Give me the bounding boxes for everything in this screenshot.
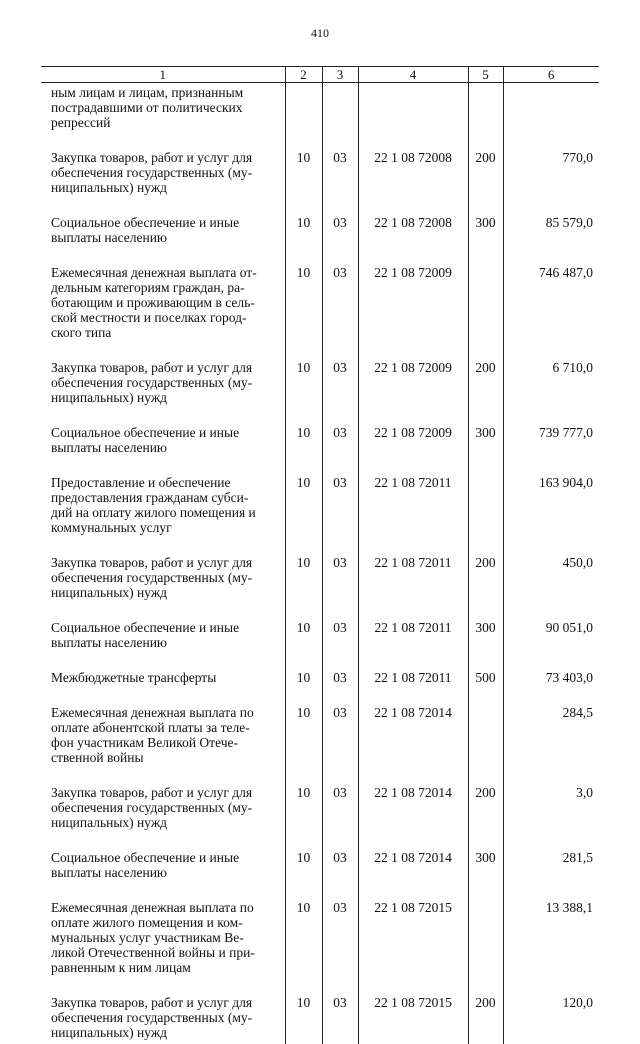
column-header-6: 6 [503, 67, 599, 83]
subsection-cell [322, 83, 358, 151]
target-code-cell: 22 1 08 72008 [358, 150, 468, 215]
subsection-cell: 03 [322, 475, 358, 555]
section-cell: 10 [285, 670, 322, 705]
amount-cell: 3,0 [503, 785, 599, 850]
table-row [41, 705, 599, 785]
target-code-cell: 22 1 08 72008 [358, 215, 468, 265]
name-cell: Закупка товаров, работ и услуг для обеспечения государственных (му- ниципальных) нужд [41, 995, 285, 1044]
section-cell: 10 [285, 705, 322, 785]
amount-cell: 73 403,0 [503, 670, 599, 705]
table-row [41, 670, 599, 705]
amount-cell: 13 388,1 [503, 900, 599, 995]
table-row [41, 150, 599, 215]
expense-type-cell [468, 705, 503, 785]
amount-cell: 120,0 [503, 995, 599, 1044]
target-code-cell [358, 83, 468, 151]
name-cell: Предоставление и обеспечение предоставления гражданам субси- дий на оплату жилого помещения и коммунальных услуг [41, 475, 285, 555]
section-cell: 10 [285, 475, 322, 555]
target-code-cell: 22 1 08 72011 [358, 555, 468, 620]
target-code-cell: 22 1 08 72014 [358, 785, 468, 850]
subsection-cell: 03 [322, 150, 358, 215]
expense-type-cell: 200 [468, 785, 503, 850]
amount-cell: 450,0 [503, 555, 599, 620]
table-row [41, 265, 599, 360]
amount-cell: 6 710,0 [503, 360, 599, 425]
column-header-2: 2 [285, 67, 322, 83]
target-code-cell: 22 1 08 72014 [358, 850, 468, 900]
target-code-cell: 22 1 08 72011 [358, 670, 468, 705]
name-cell: ным лицам и лицам, признанным пострадавшими от политических репрессий [41, 83, 285, 151]
subsection-cell: 03 [322, 555, 358, 620]
budget-table [41, 66, 599, 1044]
name-cell: Межбюджетные трансферты [41, 670, 285, 705]
section-cell: 10 [285, 150, 322, 215]
expense-type-cell: 200 [468, 555, 503, 620]
amount-cell: 284,5 [503, 705, 599, 785]
table-row [41, 475, 599, 555]
subsection-cell: 03 [322, 360, 358, 425]
subsection-cell: 03 [322, 265, 358, 360]
name-cell: Социальное обеспечение и иные выплаты населению [41, 215, 285, 265]
subsection-cell: 03 [322, 425, 358, 475]
target-code-cell: 22 1 08 72015 [358, 995, 468, 1044]
table-row [41, 360, 599, 425]
section-cell [285, 83, 322, 151]
target-code-cell: 22 1 08 72011 [358, 475, 468, 555]
subsection-cell: 03 [322, 705, 358, 785]
section-cell: 10 [285, 620, 322, 670]
amount-cell: 90 051,0 [503, 620, 599, 670]
target-code-cell: 22 1 08 72015 [358, 900, 468, 995]
subsection-cell: 03 [322, 850, 358, 900]
expense-type-cell: 300 [468, 850, 503, 900]
subsection-cell: 03 [322, 995, 358, 1044]
target-code-cell: 22 1 08 72014 [358, 705, 468, 785]
column-header-4: 4 [358, 67, 468, 83]
amount-cell: 739 777,0 [503, 425, 599, 475]
table-row [41, 850, 599, 900]
name-cell: Закупка товаров, работ и услуг для обеспечения государственных (му- ниципальных) нужд [41, 360, 285, 425]
table-row [41, 215, 599, 265]
subsection-cell: 03 [322, 215, 358, 265]
table-row [41, 83, 599, 151]
name-cell: Социальное обеспечение и иные выплаты населению [41, 620, 285, 670]
table-row [41, 555, 599, 620]
table-row [41, 900, 599, 995]
table-row [41, 785, 599, 850]
subsection-cell: 03 [322, 900, 358, 995]
section-cell: 10 [285, 850, 322, 900]
name-cell: Социальное обеспечение и иные выплаты населению [41, 425, 285, 475]
expense-type-cell: 200 [468, 150, 503, 215]
section-cell: 10 [285, 360, 322, 425]
target-code-cell: 22 1 08 72009 [358, 425, 468, 475]
subsection-cell: 03 [322, 670, 358, 705]
target-code-cell: 22 1 08 72009 [358, 360, 468, 425]
table-row [41, 995, 599, 1044]
page-number: 410 [0, 26, 640, 41]
name-cell: Ежемесячная денежная выплата от- дельным категориям граждан, ра- ботающим и проживающим в сель- ской местности и поселках город- ского типа [41, 265, 285, 360]
column-header-3: 3 [322, 67, 358, 83]
section-cell: 10 [285, 265, 322, 360]
amount-cell: 770,0 [503, 150, 599, 215]
expense-type-cell: 200 [468, 360, 503, 425]
section-cell: 10 [285, 995, 322, 1044]
amount-cell: 746 487,0 [503, 265, 599, 360]
amount-cell: 281,5 [503, 850, 599, 900]
name-cell: Ежемесячная денежная выплата по оплате жилого помещения и ком- мунальных услуг участникам Ве- ликой Отечественной войны и при- равненным к ним лицам [41, 900, 285, 995]
name-cell: Закупка товаров, работ и услуг для обеспечения государственных (му- ниципальных) нужд [41, 785, 285, 850]
expense-type-cell: 200 [468, 995, 503, 1044]
target-code-cell: 22 1 08 72011 [358, 620, 468, 670]
column-header-1: 1 [41, 67, 285, 83]
expense-type-cell [468, 265, 503, 360]
expense-type-cell: 500 [468, 670, 503, 705]
expense-type-cell: 300 [468, 620, 503, 670]
name-cell: Ежемесячная денежная выплата по оплате абонентской платы за теле- фон участникам Великой Отече- ственной войны [41, 705, 285, 785]
expense-type-cell: 300 [468, 425, 503, 475]
section-cell: 10 [285, 555, 322, 620]
table-row [41, 620, 599, 670]
section-cell: 10 [285, 900, 322, 995]
section-cell: 10 [285, 215, 322, 265]
table-body [41, 83, 599, 1044]
expense-type-cell [468, 83, 503, 151]
expense-type-cell: 300 [468, 215, 503, 265]
name-cell: Социальное обеспечение и иные выплаты населению [41, 850, 285, 900]
header-row [41, 67, 599, 83]
table-header [41, 67, 599, 83]
name-cell: Закупка товаров, работ и услуг для обеспечения государственных (му- ниципальных) нужд [41, 150, 285, 215]
table-row [41, 425, 599, 475]
name-cell: Закупка товаров, работ и услуг для обеспечения государственных (му- ниципальных) нужд [41, 555, 285, 620]
expense-type-cell [468, 475, 503, 555]
column-header-5: 5 [468, 67, 503, 83]
subsection-cell: 03 [322, 785, 358, 850]
section-cell: 10 [285, 785, 322, 850]
amount-cell: 163 904,0 [503, 475, 599, 555]
amount-cell [503, 83, 599, 151]
expense-type-cell [468, 900, 503, 995]
subsection-cell: 03 [322, 620, 358, 670]
section-cell: 10 [285, 425, 322, 475]
amount-cell: 85 579,0 [503, 215, 599, 265]
target-code-cell: 22 1 08 72009 [358, 265, 468, 360]
